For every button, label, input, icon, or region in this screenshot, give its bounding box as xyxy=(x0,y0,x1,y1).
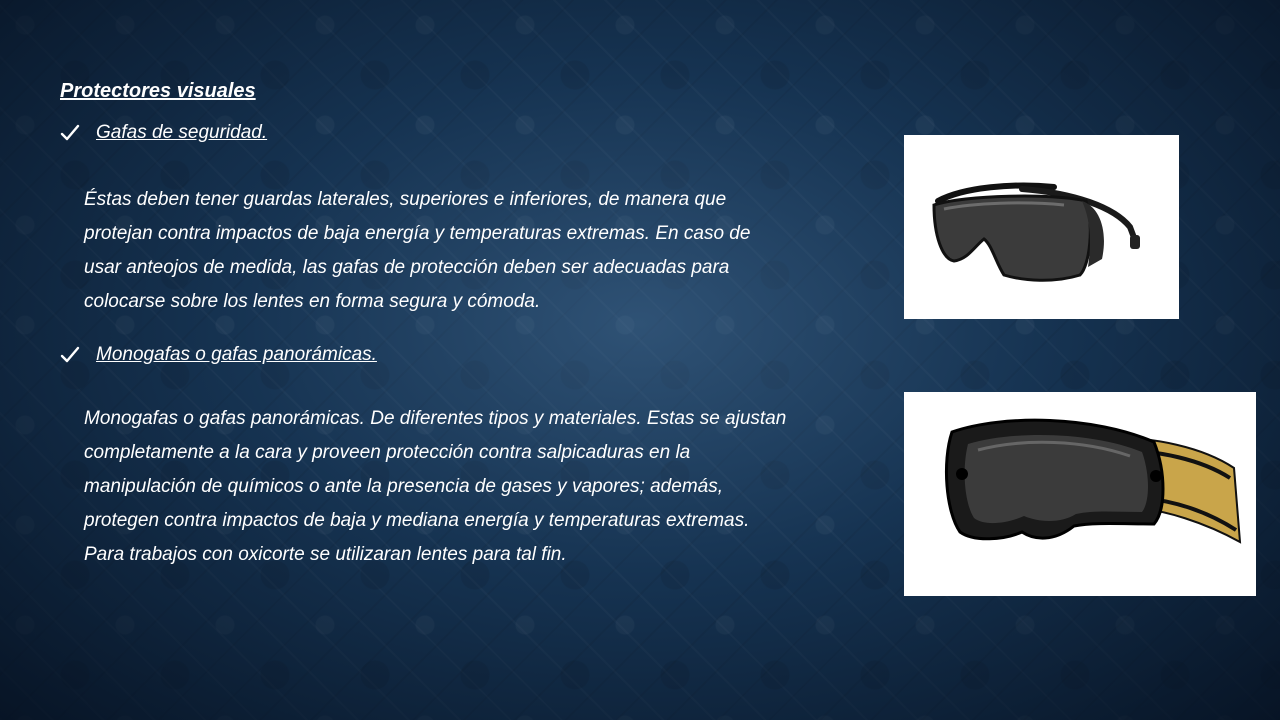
slide-title: Protectores visuales xyxy=(60,80,256,102)
bullet-panoramic-goggles xyxy=(60,344,377,366)
bullet-safety-glasses xyxy=(60,122,267,144)
safety-glasses-photo xyxy=(904,135,1179,319)
paragraph-line: colocarse sobre los lentes en forma segura y cómoda. xyxy=(84,291,541,312)
check-icon xyxy=(60,345,80,365)
paragraph-line: manipulación de químicos o ante la presencia de gases y vapores; además, xyxy=(84,476,723,497)
paragraph-line: protegen contra impactos de baja y mediana energía y temperaturas extremas. xyxy=(84,510,750,531)
check-icon xyxy=(60,123,80,143)
paragraph-line: protejan contra impactos de baja energía y temperaturas extremas. En caso de xyxy=(84,223,751,244)
safety-glasses-illustration xyxy=(904,135,1179,319)
paragraph-line: Monogafas o gafas panorámicas. De diferentes tipos y materiales. Estas se ajustan xyxy=(84,408,787,429)
panoramic-goggles-illustration xyxy=(904,392,1256,596)
paragraph-line: completamente a la cara y proveen protección contra salpicaduras en la xyxy=(84,442,691,463)
paragraph-line: usar anteojos de medida, las gafas de protección deben ser adecuadas para xyxy=(84,257,730,278)
paragraph-line: Para trabajos con oxicorte se utilizaran lentes para tal fin. xyxy=(84,544,567,565)
bullet-label: Gafas de seguridad. xyxy=(96,122,268,143)
safety-glasses-description xyxy=(84,183,750,319)
panoramic-goggles-description xyxy=(84,402,786,572)
paragraph-line: Éstas deben tener guardas laterales, superiores e inferiores, de manera que xyxy=(84,189,727,210)
panoramic-goggles-photo xyxy=(904,392,1256,596)
bullet-label: Monogafas o gafas panorámicas. xyxy=(96,344,377,365)
